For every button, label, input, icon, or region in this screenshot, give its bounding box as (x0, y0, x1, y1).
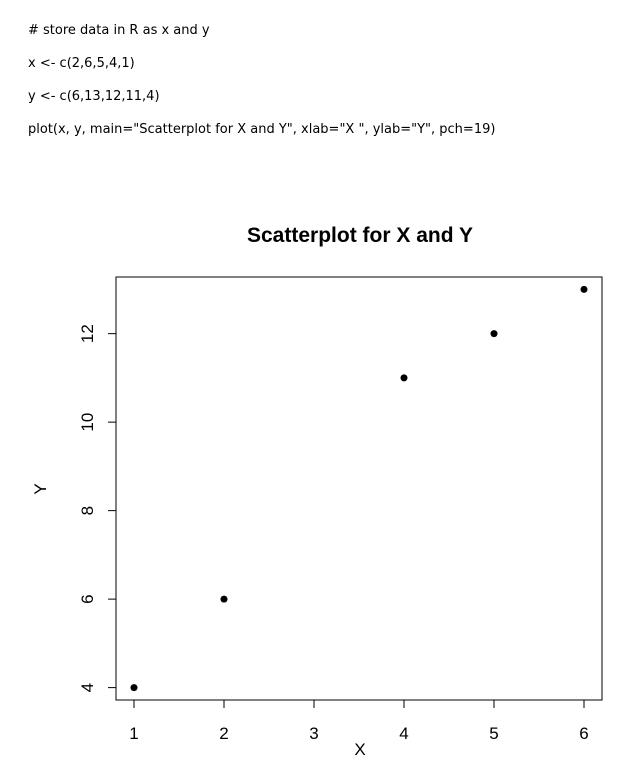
y-tick-label: 12 (78, 324, 97, 344)
chart-title: Scatterplot for X and Y (247, 224, 473, 247)
y-axis-label: Y (31, 483, 50, 495)
data-points (131, 286, 588, 691)
x-tick-label: 4 (399, 724, 409, 743)
y-tick-label: 8 (78, 505, 97, 516)
y-axis (78, 324, 116, 692)
x-tick-label: 3 (309, 724, 319, 743)
data-point (401, 374, 408, 381)
x-tick-label: 6 (579, 724, 589, 743)
x-tick-label: 5 (489, 724, 499, 743)
x-tick-label: 1 (129, 724, 139, 743)
y-tick-label: 10 (78, 412, 97, 432)
plot-frame (116, 277, 602, 700)
x-axis-label: X (354, 740, 366, 759)
x-tick-label: 2 (219, 724, 229, 743)
code-line-comment: # store data in R as x and y (28, 23, 210, 38)
code-line-plot-call: plot(x, y, main="Scatterplot for X and Y", xlab="X ", ylab="Y", pch=19) (28, 122, 496, 137)
code-line-x-assignment: x <- c(2,6,5,4,1) (28, 56, 135, 71)
x-axis (129, 700, 588, 743)
data-point (221, 596, 228, 603)
data-point (491, 330, 498, 337)
y-tick-label: 6 (78, 594, 97, 604)
code-line-y-assignment: y <- c(6,13,12,11,4) (28, 89, 160, 104)
y-tick-label: 4 (78, 682, 97, 693)
data-point (581, 286, 588, 293)
data-point (131, 684, 138, 691)
